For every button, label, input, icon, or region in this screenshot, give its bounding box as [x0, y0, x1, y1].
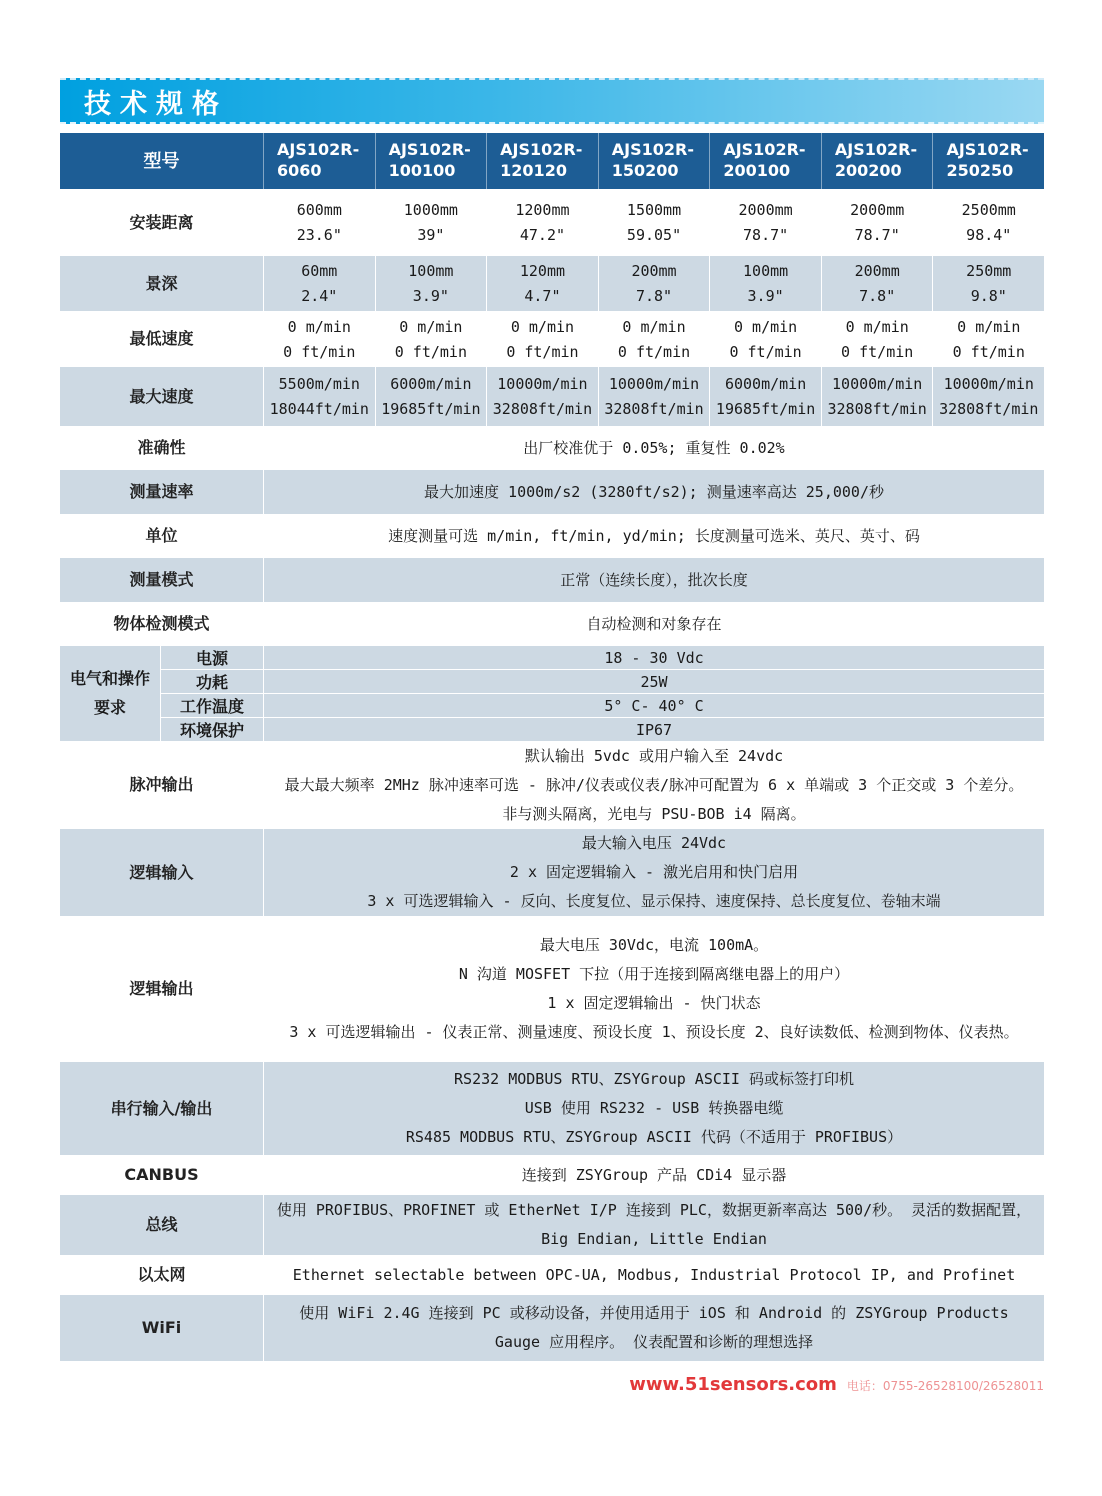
spec-value-cell	[375, 189, 487, 256]
row-label: 测量速率	[129, 482, 194, 501]
group-sub-row	[160, 717, 1044, 741]
table-row	[60, 367, 1044, 426]
table-header-row	[60, 133, 1044, 189]
value-imperial: 0 ft/min	[617, 342, 691, 361]
value-line: 速度测量可选 m/min, ft/min, yd/min; 长度测量可选米、英尺、英寸、码	[388, 526, 920, 545]
spec-value-cell	[709, 256, 821, 311]
value-line: RS232 MODBUS RTU、ZSYGroup ASCII 码或标签打印机	[454, 1070, 854, 1088]
value-line: 3 x 可选逻辑输出 - 仪表正常、测量速度、预设长度 1、预设长度 2、良好读数低、检测到物体、仪表热。	[289, 1023, 1019, 1041]
table-row	[60, 514, 1044, 558]
row-label: 测量模式	[129, 570, 194, 589]
value-imperial: 32808ft/min	[492, 400, 593, 418]
value-metric: 1200mm	[515, 201, 570, 219]
spec-value-cell	[375, 256, 487, 311]
row-label: 逻辑输出	[129, 979, 194, 998]
value-imperial: 7.8"	[635, 287, 673, 305]
value-metric: 2500mm	[961, 201, 1016, 219]
value-line: 连接到 ZSYGroup 产品 CDi4 显示器	[521, 1165, 787, 1184]
table-row	[60, 916, 1044, 1062]
value-imperial: 0 ft/min	[952, 342, 1025, 361]
table-row	[60, 426, 1044, 470]
row-value	[263, 1155, 1044, 1195]
group-label: 电气和操作要求	[70, 668, 151, 717]
model-columns	[263, 133, 1044, 189]
value-line: 出厂校准优于 0.05%; 重复性 0.02%	[523, 438, 785, 457]
table-row	[60, 1295, 1044, 1361]
row-label: 最大速度	[129, 386, 194, 406]
value-imperial: 4.7"	[524, 287, 561, 305]
value-metric: 5500m/min	[278, 375, 360, 393]
row-label: WiFi	[141, 1318, 182, 1337]
group-sub-row	[160, 669, 1044, 693]
row-label: 最低速度	[129, 329, 194, 348]
value-metric: 100mm	[743, 262, 789, 280]
row-label: 安装距离	[129, 212, 194, 232]
sub-row-label: 环境保护	[160, 718, 263, 741]
value-metric: 60mm	[301, 262, 338, 280]
row-value	[263, 602, 1044, 646]
value-metric: 6000m/min	[724, 375, 807, 393]
group-sub-row	[160, 693, 1044, 717]
row-label: 以太网	[137, 1265, 186, 1284]
row-value	[263, 1195, 1044, 1255]
model-header-cell: AJS102R-200100	[709, 133, 821, 189]
value-metric: 10000m/min	[608, 375, 700, 393]
model-header-cell: AJS102R-120120	[486, 133, 598, 189]
row-value	[263, 829, 1044, 916]
value-metric: 1000mm	[403, 201, 458, 219]
sub-row-value: IP67	[263, 718, 1044, 741]
value-imperial: 59.05"	[626, 226, 682, 244]
value-imperial: 98.4"	[966, 226, 1012, 244]
row-value	[263, 741, 1044, 829]
table-row	[60, 1255, 1044, 1295]
spec-value-cell	[932, 256, 1044, 311]
spec-value-cell	[486, 256, 598, 311]
spec-sheet	[60, 78, 1044, 1395]
spec-value-cell	[932, 189, 1044, 256]
spec-value-cell	[598, 367, 710, 426]
value-metric: 2000mm	[850, 201, 905, 219]
value-imperial: 23.6"	[296, 226, 342, 244]
value-imperial: 9.8"	[970, 287, 1007, 305]
row-values	[263, 367, 1044, 426]
sub-row-value: 18 - 30 Vdc	[263, 646, 1044, 669]
value-metric: 0 m/min	[845, 317, 909, 336]
value-imperial: 19685ft/min	[381, 400, 481, 418]
value-metric: 0 m/min	[287, 317, 351, 336]
sub-row-value: 25W	[263, 670, 1044, 693]
value-imperial: 3.9"	[747, 287, 784, 305]
table-row	[60, 602, 1044, 646]
title-bar	[60, 78, 1044, 124]
row-value	[263, 426, 1044, 470]
spec-value-cell	[709, 367, 821, 426]
row-values	[263, 189, 1044, 256]
value-metric: 0 m/min	[399, 317, 463, 336]
spec-value-cell	[264, 367, 375, 426]
sub-row-value: 5° C- 40° C	[263, 694, 1044, 717]
row-value	[263, 1255, 1044, 1295]
value-imperial: 32808ft/min	[827, 400, 927, 418]
table-row	[60, 1155, 1044, 1195]
table-row	[60, 189, 1044, 256]
value-imperial: 3.9"	[412, 287, 449, 305]
row-label: 单位	[145, 526, 178, 545]
spec-value-cell	[375, 367, 487, 426]
row-value	[263, 1062, 1044, 1155]
value-metric: 1500mm	[626, 201, 682, 219]
value-metric: 0 m/min	[733, 317, 798, 336]
spec-value-cell	[932, 367, 1044, 426]
value-line: 最大加速度 1000m/s2 (3280ft/s2); 测量速率高达 25,000/秒	[424, 482, 884, 501]
value-metric: 120mm	[519, 262, 566, 280]
value-line: 3 x 可选逻辑输入 - 反向、长度复位、显示保持、速度保持、总长度复位、卷轴末端	[367, 892, 941, 910]
spec-value-cell	[486, 311, 598, 367]
page-title: 技术规格	[84, 88, 228, 120]
spec-value-cell	[821, 311, 933, 367]
row-value	[263, 1295, 1044, 1361]
value-imperial: 0 ft/min	[729, 342, 802, 361]
spec-value-cell	[598, 311, 710, 367]
header-label-model: 型号	[143, 150, 180, 172]
value-metric: 10000m/min	[497, 375, 588, 393]
sub-row-label: 工作温度	[160, 694, 263, 717]
value-imperial: 18044ft/min	[269, 400, 369, 418]
value-metric: 6000m/min	[390, 375, 472, 393]
value-line: USB 使用 RS232 - USB 转换器电缆	[524, 1099, 784, 1117]
model-header-cell: AJS102R-200200	[821, 133, 933, 189]
value-metric: 0 m/min	[510, 317, 575, 336]
value-metric: 100mm	[408, 262, 454, 280]
spec-value-cell	[821, 367, 933, 426]
table-row	[60, 741, 1044, 829]
spec-value-cell	[264, 189, 375, 256]
value-imperial: 78.7"	[854, 226, 900, 244]
model-header-cell: AJS102R-100100	[375, 133, 487, 189]
row-label: 串行输入/输出	[110, 1098, 213, 1118]
table-row	[60, 311, 1044, 367]
row-label: 景深	[145, 273, 178, 293]
value-imperial: 0 ft/min	[394, 342, 467, 361]
value-metric: 10000m/min	[943, 375, 1034, 393]
spec-value-cell	[709, 189, 821, 256]
value-metric: 0 m/min	[622, 317, 686, 336]
spec-value-cell	[932, 311, 1044, 367]
value-imperial: 32808ft/min	[939, 400, 1039, 418]
value-imperial: 7.8"	[859, 287, 896, 305]
spec-value-cell	[821, 256, 933, 311]
table-row	[60, 1062, 1044, 1155]
row-label: 总线	[145, 1215, 178, 1234]
row-values	[263, 311, 1044, 367]
spec-value-cell	[709, 311, 821, 367]
value-line: 1 x 固定逻辑输出 - 快门状态	[547, 994, 761, 1012]
value-line: 2 x 固定逻辑输入 - 激光启用和快门启用	[509, 863, 799, 881]
value-metric: 200mm	[631, 262, 677, 280]
value-metric: 600mm	[296, 201, 342, 219]
value-metric: 2000mm	[738, 201, 793, 219]
sub-row-label: 电源	[160, 646, 263, 669]
value-line: 默认输出 5vdc 或用户输入至 24vdc	[524, 746, 784, 765]
row-label: 物体检测模式	[113, 614, 210, 633]
row-value	[263, 470, 1044, 514]
table-row	[60, 829, 1044, 916]
sub-row-label: 功耗	[160, 670, 263, 693]
value-line: 最大电压 30Vdc，电流 100mA。	[539, 936, 769, 954]
value-line: RS485 MODBUS RTU、ZSYGroup ASCII 代码（不适用于 PROFIBUS）	[405, 1128, 903, 1146]
value-line: 最大输入电压 24Vdc	[581, 834, 727, 852]
spec-value-cell	[598, 189, 710, 256]
value-imperial: 78.7"	[743, 226, 789, 244]
spec-value-cell	[375, 311, 487, 367]
table-row	[60, 1195, 1044, 1255]
value-line: 使用 WiFi 2.4G 连接到 PC 或移动设备，并使用适用于 iOS 和 Android 的 ZSYGroup Products Gauge 应用程序。 仪表配置和诊断的理想选择	[299, 1304, 1009, 1351]
electrical-group	[60, 646, 1044, 741]
spec-table	[60, 133, 1044, 1361]
table-row	[60, 470, 1044, 514]
footer	[60, 1374, 1044, 1395]
spec-value-cell	[486, 367, 598, 426]
value-line: 正常（连续长度），批次长度	[560, 570, 748, 589]
spec-value-cell	[264, 311, 375, 367]
value-metric: 10000m/min	[832, 375, 923, 393]
value-line: 最大最大频率 2MHz 脉冲速率可选 - 脉冲/仪表或仪表/脉冲可配置为 6 x 单端或 3 个正交或 3 个差分。 非与测头隔离，光电与 PSU-BOB i4 隔离。	[284, 775, 1024, 823]
table-row	[60, 558, 1044, 602]
website-link[interactable]: www.51sensors.com	[629, 1374, 837, 1395]
row-value	[263, 916, 1044, 1062]
value-imperial: 2.4"	[301, 287, 338, 305]
value-imperial: 32808ft/min	[604, 400, 704, 418]
spec-value-cell	[598, 256, 710, 311]
value-line: N 沟道 MOSFET 下拉（用于连接到隔离继电器上的用户）	[458, 965, 850, 983]
group-sub-row	[160, 646, 1044, 669]
row-label: 逻辑输入	[129, 862, 194, 882]
row-label: 脉冲输出	[129, 775, 194, 794]
row-label: CANBUS	[124, 1165, 199, 1184]
value-metric: 0 m/min	[957, 317, 1021, 336]
row-value	[263, 514, 1044, 558]
phone-text: 电话：0755-26528100/26528011	[846, 1379, 1044, 1393]
spec-value-cell	[486, 189, 598, 256]
value-line: 自动检测和对象存在	[586, 614, 722, 633]
value-imperial: 47.2"	[519, 226, 566, 244]
value-imperial: 19685ft/min	[715, 400, 816, 418]
spec-value-cell	[264, 256, 375, 311]
value-metric: 200mm	[854, 262, 900, 280]
value-imperial: 0 ft/min	[506, 342, 579, 361]
row-value	[263, 558, 1044, 602]
value-metric: 250mm	[966, 262, 1012, 280]
model-header-cell: AJS102R-150200	[598, 133, 710, 189]
table-row	[60, 256, 1044, 311]
row-values	[263, 256, 1044, 311]
value-imperial: 0 ft/min	[841, 342, 914, 361]
value-imperial: 0 ft/min	[283, 342, 356, 361]
model-header-cell: AJS102R-250250	[932, 133, 1044, 189]
model-header-cell: AJS102R-6060	[277, 140, 360, 180]
value-line: 使用 PROFIBUS、PROFINET 或 EtherNet I/P 连接到 PLC，数据更新率高达 500/秒。 灵活的数据配置，Big Endian, Little Endian	[276, 1201, 1032, 1248]
value-line: Ethernet selectable between OPC-UA, Modbus, Industrial Protocol IP, and Profinet	[292, 1265, 1016, 1284]
row-label: 准确性	[137, 438, 186, 457]
group-sub-rows	[160, 646, 1044, 741]
value-imperial: 39"	[417, 226, 445, 244]
spec-value-cell	[821, 189, 933, 256]
